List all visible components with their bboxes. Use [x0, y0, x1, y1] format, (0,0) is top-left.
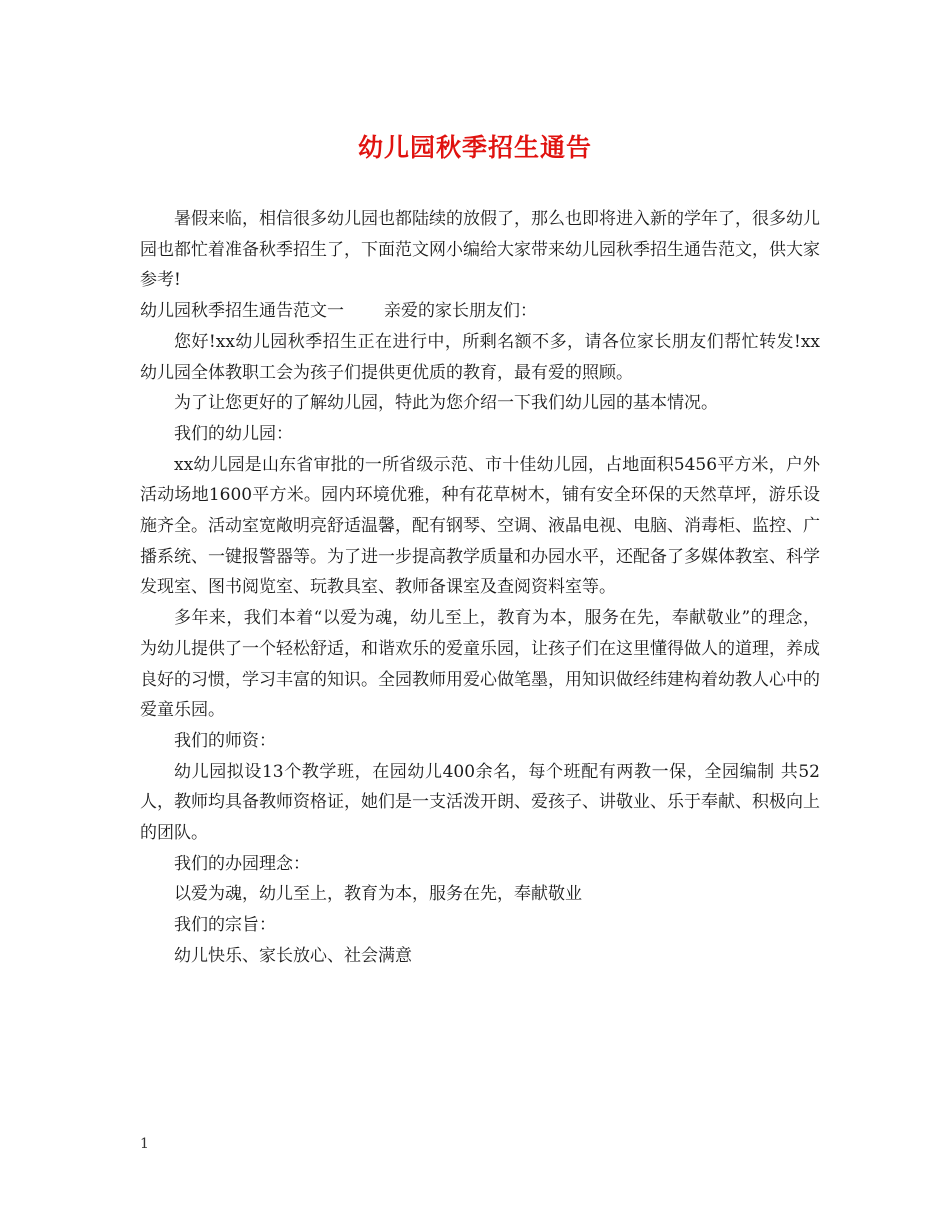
- document-title: 幼儿园秋季招生通告: [357, 133, 592, 162]
- sample-heading: 幼儿园秋季招生通告范文一: [140, 301, 344, 322]
- paragraph-purpose: 幼儿快乐、家长放心、社会满意: [174, 945, 412, 966]
- document-body: [140, 204, 820, 972]
- paragraph-intro: 暑假来临，相信很多幼儿园也都陆续的放假了，那么也即将进入新的学年了，很多幼儿园也都忙着准备秋季招生了，下面范文网小编给大家带来幼儿园秋季招生通告范文，供大家参考!: [140, 209, 820, 291]
- greeting: 亲爱的家长朋友们：: [384, 301, 537, 322]
- paragraph-intro-kindergarten: 为了让您更好的了解幼儿园，特此为您介绍一下我们幼儿园的基本情况。: [174, 393, 718, 414]
- paragraph-hello: 您好!xx幼儿园秋季招生正在进行中，所剩名额不多，请各位家长朋友们帮忙转发!xx幼儿园全体教职工会为孩子们提供更优质的教育，最有爱的照顾。: [140, 331, 820, 383]
- heading-teachers: 我们的师资：: [174, 730, 276, 751]
- heading-purpose: 我们的宗旨：: [174, 915, 276, 936]
- paragraph-facilities: xx幼儿园是山东省审批的一所省级示范、市十佳幼儿园，占地面积5456平方米，户外活动场地1600平方米。园内环境优雅，种有花草树木，铺有安全环保的天然草坪，游乐设施齐全。活动室宽敞明亮舒适温馨，配有钢琴、空调、液晶电视、电脑、消毒柜、监控、广播系统、一键报警器等。为了进一步提高教学质量和办园水平，还配备了多媒体教室、科学发现室、图书阅览室、玩教具室、教师备课室及查阅资料室等。: [140, 454, 820, 598]
- heading-concept: 我们的办园理念：: [174, 853, 310, 874]
- paragraph-teachers: 幼儿园拟设13个教学班，在园幼儿400余名，每个班配有两教一保，全园编制 共52人，教师均具备教师资格证，她们是一支活泼开朗、爱孩子、讲敬业、乐于奉献、积极向上的团队。: [140, 761, 820, 844]
- paragraph-sample-line: [140, 296, 820, 327]
- paragraph-philosophy-history: 多年来，我们本着“以爱为魂，幼儿至上，教育为本，服务在先，奉献敬业”的理念，为幼儿提供了一个轻松舒适，和谐欢乐的爱童乐园，让孩子们在这里懂得做人的道理，养成良好的习惯，学习丰富的知识。全园教师用爱心做笔墨，用知识做经纬建构着幼教人心中的爱童乐园。: [140, 608, 820, 721]
- paragraph-concept: 以爱为魂，幼儿至上，教育为本，服务在先，奉献敬业: [174, 884, 582, 905]
- heading-our-kindergarten: 我们的幼儿园：: [174, 423, 293, 444]
- page-number: 1: [140, 1136, 149, 1152]
